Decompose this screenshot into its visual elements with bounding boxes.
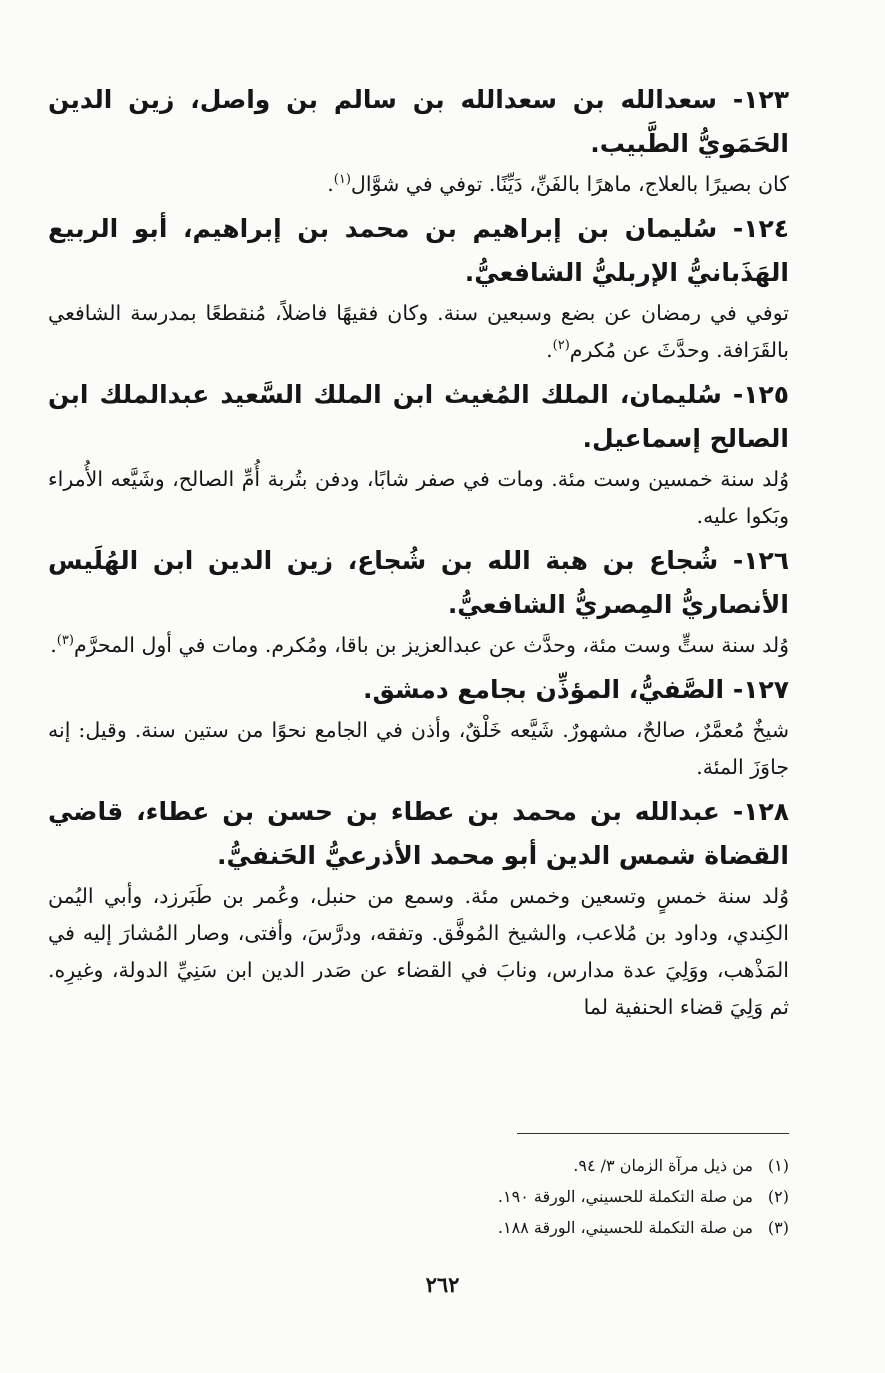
entry-number: ١٢٤ — [743, 214, 789, 243]
entry-body — [48, 295, 789, 369]
entry-body-text: وُلد سنة خمسٍ وتسعين وخمس مئة. وسمع من حنبل، وعُمر بن طَبَرزد، وأبي اليُمن الكِندي، وداود بن مُلاعب، والشيخ المُوفَّق. وتفقه، ودرَّسَ، وأفتى، وصار المُشارَ إليه في المَذْهب، ووَلِيَ عدة مدارس، ونابَ في القضاء عن صَدر الدين ابن سَنِيِّ الدولة، وغيرِه. ثم وَلِيَ قضاء الحنفية لما — [48, 884, 789, 1019]
footnote-text: من صلة التكملة للحسيني، الورقة ١٩٠. — [497, 1187, 753, 1206]
footnotes-divider — [517, 1133, 789, 1134]
entry-body — [48, 627, 789, 664]
entry-body-text: شيخٌ مُعمَّرٌ، صالحٌ، مشهورٌ. شَيَّعه خَلْقٌ، وأذن في الجامع نحوًا من ستين سنة. وقيل: إنه جاوَزَ المئة. — [48, 718, 789, 779]
entry-heading: ١٢٤- سُليمان بن إبراهيم بن محمد بن إبراهيم، أبو الربيع الهَذَبانيُّ الإربليُّ الشافعيُّ. — [48, 214, 789, 287]
footnote-reference: (١) — [333, 172, 351, 188]
footnote-text: من ذيل مرآة الزمان ٣/ ٩٤. — [573, 1156, 753, 1175]
entry-heading: ١٢٦- شُجاع بن هبة الله بن شُجاع، زين الدين ابن الهُلَيس الأنصاريُّ المِصريُّ الشافعيُّ. — [48, 546, 789, 619]
entry-body-text: كان بصيرًا بالعلاج، ماهرًا بالفَنِّ، دَيِّنًا. توفي في شوَّال — [350, 172, 789, 196]
entry-body-text: وُلد سنة خمسين وست مئة. ومات في صفر شابًا، ودفن بتُربة أُمِّ الصالح، وشَيَّعه الأُمراء وبَكوا عليه. — [48, 467, 789, 528]
biography-entry-127 — [48, 668, 789, 786]
entry-heading: ١٢٣- سعدالله بن سعدالله بن سالم بن واصل، زين الدين الحَمَويُّ الطَّبيب. — [48, 85, 789, 158]
footnote-mark: (٢) — [767, 1187, 789, 1206]
entry-body — [48, 461, 789, 535]
entry-body-tail: . — [327, 172, 334, 196]
biography-entry-123 — [48, 78, 789, 203]
biography-entry-128 — [48, 790, 789, 1026]
page-number: ٢٦٢ — [425, 1272, 460, 1297]
footnote-3 — [48, 1212, 789, 1243]
footnote-reference: (٣) — [56, 633, 74, 649]
entry-number: ١٢٨ — [743, 797, 789, 826]
footnote-mark: (١) — [767, 1156, 789, 1175]
entry-heading: ١٢٨- عبدالله بن محمد بن عطاء بن حسن بن عطاء، قاضي القضاة شمس الدين أبو محمد الأذرعيُّ الحَنفيُّ. — [48, 797, 789, 870]
entry-number: ١٢٧ — [743, 675, 789, 704]
entry-heading: ١٢٧- الصَّفيُّ، المؤذِّن بجامع دمشق. — [362, 675, 789, 704]
footnote-reference: (٢) — [552, 338, 570, 354]
entry-heading-text: الصَّفيُّ، المؤذِّن بجامع دمشق. — [362, 675, 725, 704]
footnote-2 — [48, 1181, 789, 1212]
entry-heading-text: عبدالله بن محمد بن عطاء بن حسن بن عطاء، قاضي القضاة شمس الدين أبو محمد الأذرعيُّ الحَنفيُّ. — [48, 797, 789, 870]
entry-body — [48, 166, 789, 203]
entry-body-tail: . — [50, 633, 57, 657]
biography-entry-126 — [48, 539, 789, 664]
entry-heading-text: سعدالله بن سعدالله بن سالم بن واصل، زين الدين الحَمَويُّ الطَّبيب. — [48, 85, 789, 158]
entry-number: ١٢٣ — [743, 85, 789, 114]
entry-heading-text: سُليمان بن إبراهيم بن محمد بن إبراهيم، أبو الربيع الهَذَبانيُّ الإربليُّ الشافعيُّ. — [48, 214, 789, 287]
biography-entry-124 — [48, 207, 789, 369]
footnotes — [48, 1150, 789, 1243]
entry-body — [48, 878, 789, 1026]
biography-entry-125 — [48, 373, 789, 535]
entry-number: ١٢٥ — [743, 380, 789, 409]
footnote-1 — [48, 1150, 789, 1181]
entry-heading: ١٢٥- سُليمان، الملك المُغيث ابن الملك السَّعيد عبدالملك ابن الصالح إسماعيل. — [48, 380, 789, 453]
footnote-mark: (٣) — [767, 1218, 789, 1237]
entry-heading-text: سُليمان، الملك المُغيث ابن الملك السَّعيد عبدالملك ابن الصالح إسماعيل. — [48, 380, 789, 453]
footnote-text: من صلة التكملة للحسيني، الورقة ١٨٨. — [497, 1218, 753, 1237]
entry-body — [48, 712, 789, 786]
entry-heading-text: شُجاع بن هبة الله بن شُجاع، زين الدين ابن الهُلَيس الأنصاريُّ المِصريُّ الشافعيُّ. — [48, 546, 789, 619]
entry-body-tail: . — [546, 338, 553, 362]
entry-number: ١٢٦ — [743, 546, 789, 575]
entry-body-text: وُلد سنة ستٍّ وست مئة، وحدَّث عن عبدالعزيز بن باقا، ومُكرم. ومات في أول المحرَّم — [73, 633, 789, 657]
entry-body-text: توفي في رمضان عن بضع وسبعين سنة. وكان فقيهًا فاضلاً، مُنقطعًا بمدرسة الشافعي بالقَرَافة. وحدَّثَ عن مُكرم — [48, 301, 789, 362]
